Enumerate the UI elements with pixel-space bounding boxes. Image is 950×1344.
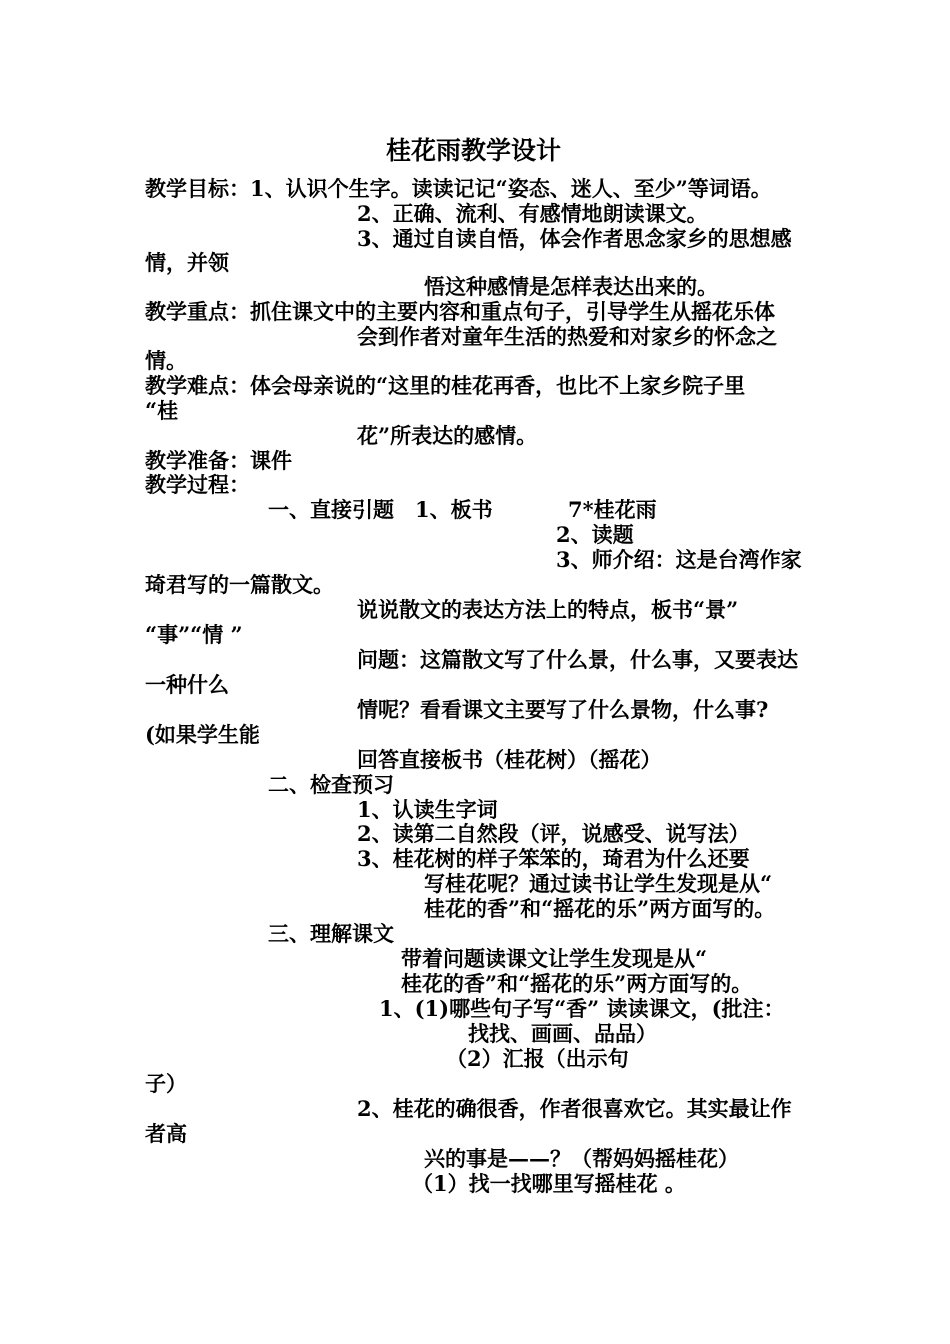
text-line: 教学重点：抓住课文中的主要内容和重点句子，引导学生从摇花乐体	[145, 299, 775, 324]
text-line: 情。	[145, 348, 187, 373]
text-line: 兴的事是——？（帮妈妈摇桂花）	[424, 1146, 739, 1171]
text-line: 者高	[145, 1121, 187, 1146]
text-line: （2）汇报（出示句	[446, 1046, 629, 1071]
text-line: 写桂花呢？通过读书让学生发现是从“	[424, 871, 773, 896]
text-line: 桂花的香”和“摇花的乐”两方面写的。	[401, 971, 753, 996]
text-line: 情呢？看看课文主要写了什么景物，什么事?	[357, 697, 769, 722]
text-line: 2、读第二自然段（评，说感受、说写法）	[357, 821, 750, 846]
text-line: 说说散文的表达方法上的特点，板书“景”	[357, 597, 739, 622]
text-line: 子）	[145, 1071, 187, 1096]
text-line: 1、(1)哪些句子写“香” 读读课文，(批注：	[379, 996, 785, 1021]
text-line: 琦君写的一篇散文。	[145, 572, 334, 597]
text-line: 一、直接引题 1、板书	[268, 497, 493, 522]
text-line: 三、理解课文	[268, 921, 394, 946]
text-line: “事”“情 ”	[145, 622, 243, 647]
text-line: 3、通过自读自悟，体会作者思念家乡的思想感	[357, 226, 792, 251]
text-line: （1）找一找哪里写摇桂花 。	[412, 1171, 686, 1196]
text-line: 7*桂花雨	[568, 497, 657, 522]
text-line: 教学难点：体会母亲说的“这里的桂花再香，也比不上家乡院子里	[145, 373, 746, 398]
text-line: 教学目标：1、认识个生字。读读记记“姿态、迷人、至少”等词语。	[145, 176, 772, 201]
text-line: 悟这种感情是怎样表达出来的。	[424, 274, 718, 299]
text-line: 会到作者对童年生活的热爱和对家乡的怀念之	[357, 324, 777, 349]
doc-title: 桂花雨教学设计	[386, 136, 562, 165]
text-line: “桂	[145, 398, 179, 423]
text-line: (如果学生能	[145, 722, 260, 747]
text-line: 教学过程：	[145, 472, 250, 497]
text-line: 3、桂花树的样子笨笨的，琦君为什么还要	[357, 846, 750, 871]
text-line: 二、检查预习	[268, 772, 394, 797]
text-line: 一种什么	[145, 672, 229, 697]
text-line: 教学准备：课件	[145, 448, 292, 473]
text-line: 带着问题读课文让学生发现是从“	[401, 946, 708, 971]
text-line: 问题：这篇散文写了什么景，什么事，又要表达	[357, 647, 798, 672]
text-line: 2、正确、流利、有感情地朗读课文。	[357, 201, 708, 226]
text-line: 花”所表达的感情。	[357, 423, 538, 448]
text-line: 2、桂花的确很香，作者很喜欢它。其实最让作	[357, 1096, 792, 1121]
text-line: 情，并领	[145, 250, 229, 275]
text-line: 2、读题	[556, 522, 634, 547]
text-line: 桂花的香”和“摇花的乐”两方面写的。	[424, 896, 776, 921]
text-line: 回答直接板书（桂花树）（摇花）	[357, 747, 662, 772]
text-line: 3、师介绍：这是台湾作家	[556, 547, 802, 572]
text-line: 找找、画画、品品）	[468, 1021, 657, 1046]
text-line: 1、认读生字词	[357, 797, 498, 822]
